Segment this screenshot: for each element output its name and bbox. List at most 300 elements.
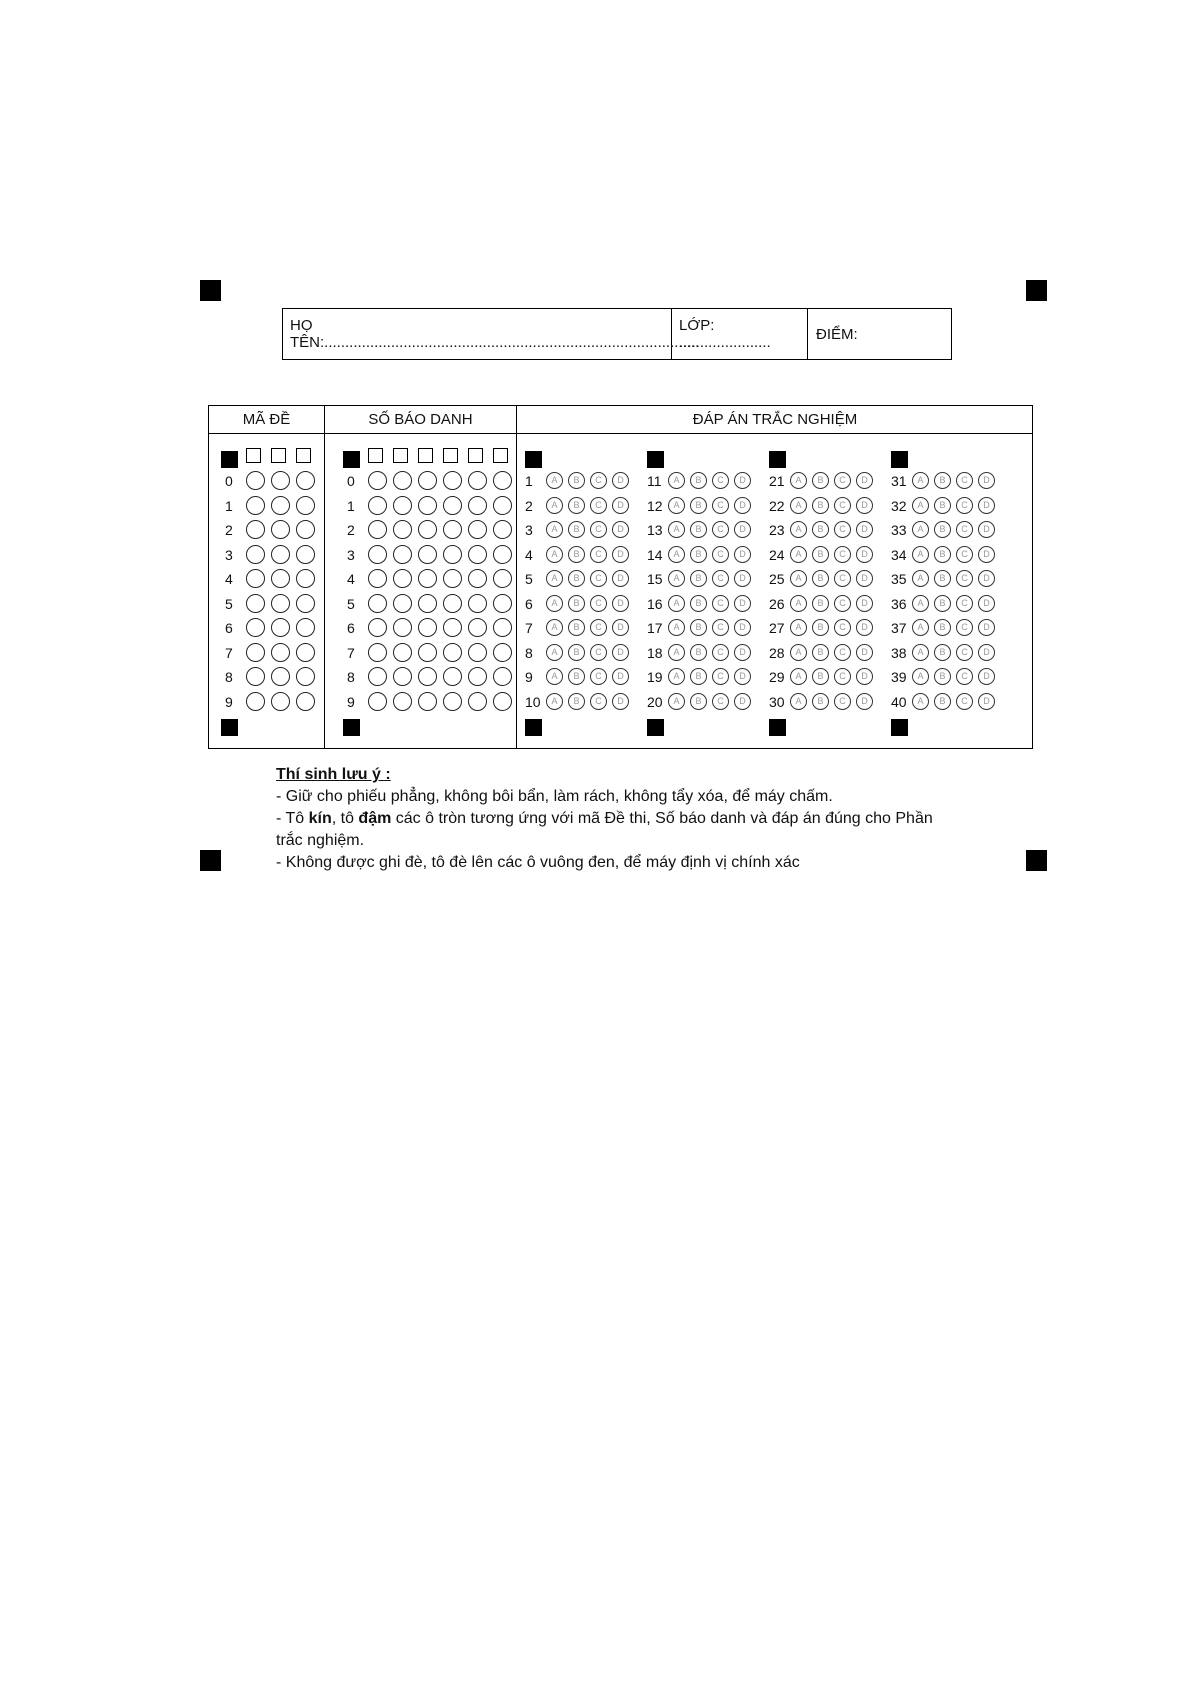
sbd-bubble[interactable]	[468, 618, 487, 637]
answer-bubble-a[interactable]: A	[912, 595, 929, 612]
ma-de-bubble[interactable]	[271, 667, 290, 686]
corner-marker-top-right	[1026, 280, 1047, 301]
answer-bubble-c[interactable]: C	[712, 472, 729, 489]
answer-bubble-a[interactable]: A	[790, 644, 807, 661]
answer-bubble-a[interactable]: A	[912, 570, 929, 587]
question-number: 20	[647, 693, 663, 710]
sbd-bubble[interactable]	[493, 667, 512, 686]
answer-bubble-b[interactable]: B	[690, 472, 707, 489]
sbd-bubble[interactable]	[393, 545, 412, 564]
answer-bubble-b[interactable]: B	[690, 497, 707, 514]
answer-bubble-c[interactable]: C	[956, 668, 973, 685]
answer-bubble-b[interactable]: B	[934, 595, 951, 612]
answer-bubble-a[interactable]: A	[912, 668, 929, 685]
sbd-bubble[interactable]	[468, 594, 487, 613]
ma-de-bubble[interactable]	[246, 692, 265, 711]
answer-bubble-a[interactable]: A	[546, 497, 563, 514]
sbd-bubble[interactable]	[368, 692, 387, 711]
question-number: 7	[525, 620, 533, 636]
sbd-digit-label: 4	[347, 571, 355, 587]
answer-bubble-c[interactable]: C	[834, 521, 851, 538]
answer-bubble-c[interactable]: C	[834, 472, 851, 489]
answer-bubble-a[interactable]: A	[790, 521, 807, 538]
answer-bubble-a[interactable]: A	[546, 668, 563, 685]
sbd-bubble[interactable]	[468, 643, 487, 662]
question-number: 39	[891, 669, 907, 685]
answer-bubble-b[interactable]: B	[934, 546, 951, 563]
sbd-bubble[interactable]	[418, 471, 437, 490]
ma-de-bubble[interactable]	[271, 594, 290, 613]
answer-bubble-b[interactable]: B	[690, 619, 707, 636]
sbd-bubble[interactable]	[418, 643, 437, 662]
student-info-box	[282, 308, 952, 360]
sbd-write-box[interactable]	[468, 448, 483, 463]
answer-bubble-a[interactable]: A	[790, 668, 807, 685]
answer-bubble-a[interactable]: A	[546, 570, 563, 587]
sbd-digit-label: 7	[347, 644, 355, 661]
sbd-bubble[interactable]	[418, 545, 437, 564]
answer-bubble-d[interactable]: D	[734, 570, 751, 587]
answer-bubble-a[interactable]: A	[790, 595, 807, 612]
sbd-write-box[interactable]	[443, 448, 458, 463]
sbd-bubble[interactable]	[468, 496, 487, 515]
sbd-write-box[interactable]	[393, 448, 408, 463]
answer-bubble-d[interactable]: D	[612, 521, 629, 538]
ma-de-bubble[interactable]	[296, 520, 315, 539]
answer-bubble-d[interactable]: D	[612, 693, 629, 710]
answer-bubble-b[interactable]: B	[934, 497, 951, 514]
sbd-digit-label: 1	[347, 497, 355, 514]
answer-bubble-a[interactable]: A	[912, 472, 929, 489]
answer-bubble-d[interactable]: D	[612, 497, 629, 514]
question-number: 18	[647, 644, 663, 661]
question-number: 22	[769, 497, 785, 514]
sbd-write-box[interactable]	[418, 448, 433, 463]
answer-bubble-a[interactable]: A	[668, 497, 685, 514]
sbd-bubble[interactable]	[393, 618, 412, 637]
answer-bubble-a[interactable]: A	[668, 595, 685, 612]
ma-de-bubble[interactable]	[271, 471, 290, 490]
answer-bubble-d[interactable]: D	[856, 619, 873, 636]
answer-bubble-b[interactable]: B	[690, 693, 707, 710]
answer-bubble-d[interactable]: D	[978, 668, 995, 685]
answer-bubble-a[interactable]: A	[790, 472, 807, 489]
answer-bubble-a[interactable]: A	[546, 595, 563, 612]
ma-de-write-box[interactable]	[246, 448, 261, 463]
answer-bubble-b[interactable]: B	[934, 521, 951, 538]
ma-de-digit-label: 2	[225, 522, 233, 538]
answer-bubble-b[interactable]: B	[934, 570, 951, 587]
answer-bubble-d[interactable]: D	[612, 570, 629, 587]
sbd-bubble[interactable]	[443, 471, 462, 490]
answer-bubble-b[interactable]: B	[568, 693, 585, 710]
ma-de-bubble[interactable]	[296, 692, 315, 711]
answer-bubble-c[interactable]: C	[956, 595, 973, 612]
answer-bubble-b[interactable]: B	[934, 619, 951, 636]
answer-bubble-c[interactable]: C	[590, 472, 607, 489]
answer-bubble-d[interactable]: D	[856, 595, 873, 612]
ma-de-write-box[interactable]	[296, 448, 311, 463]
question-number: 40	[891, 693, 907, 710]
answer-bubble-a[interactable]: A	[668, 521, 685, 538]
answer-bubble-b[interactable]: B	[934, 644, 951, 661]
answer-bubble-c[interactable]: C	[712, 570, 729, 587]
answer-bubble-a[interactable]: A	[668, 693, 685, 710]
ma-de-bubble[interactable]	[246, 471, 265, 490]
answer-bubble-d[interactable]: D	[612, 472, 629, 489]
answer-bubble-b[interactable]: B	[812, 668, 829, 685]
sbd-bubble[interactable]	[393, 692, 412, 711]
answer-bubble-d[interactable]: D	[734, 619, 751, 636]
answer-bubble-c[interactable]: C	[834, 595, 851, 612]
ma-de-bubble[interactable]	[271, 692, 290, 711]
answer-bubble-d[interactable]: D	[734, 472, 751, 489]
answer-bubble-c[interactable]: C	[590, 521, 607, 538]
question-number: 4	[525, 546, 533, 563]
sbd-digit-label: 8	[347, 669, 355, 685]
ma-de-bubble[interactable]	[246, 520, 265, 539]
answer-bubble-d[interactable]: D	[734, 595, 751, 612]
answer-bubble-c[interactable]: C	[712, 595, 729, 612]
answer-bubble-b[interactable]: B	[690, 521, 707, 538]
sbd-bubble[interactable]	[418, 667, 437, 686]
sbd-bubble[interactable]	[368, 520, 387, 539]
name-field[interactable]	[283, 309, 700, 359]
answer-bubble-c[interactable]: C	[956, 644, 973, 661]
answer-bubble-b[interactable]: B	[568, 546, 585, 563]
answer-bubble-c[interactable]: C	[834, 619, 851, 636]
answer-bubble-d[interactable]: D	[612, 546, 629, 563]
answer-bubble-a[interactable]: A	[790, 693, 807, 710]
ma-de-bubble[interactable]	[246, 496, 265, 515]
ma-de-bubble[interactable]	[296, 569, 315, 588]
answer-bubble-a[interactable]: A	[546, 619, 563, 636]
ma-de-bubble[interactable]	[246, 618, 265, 637]
sbd-bubble[interactable]	[493, 594, 512, 613]
ma-de-bubble[interactable]	[271, 520, 290, 539]
question-number: 1	[525, 473, 533, 489]
answer-bubble-b[interactable]: B	[690, 668, 707, 685]
answer-bubble-c[interactable]: C	[834, 668, 851, 685]
answer-bubble-c[interactable]: C	[590, 693, 607, 710]
answer-bubble-c[interactable]: C	[834, 546, 851, 563]
note-line-2	[276, 808, 936, 852]
answer-bubble-a[interactable]: A	[668, 619, 685, 636]
answer-bubble-c[interactable]: C	[956, 619, 973, 636]
sbd-bubble[interactable]	[418, 692, 437, 711]
ma-de-bubble[interactable]	[296, 667, 315, 686]
sbd-bubble[interactable]	[443, 569, 462, 588]
sbd-write-box[interactable]	[493, 448, 508, 463]
answer-bubble-a[interactable]: A	[546, 546, 563, 563]
answer-bubble-d[interactable]: D	[734, 521, 751, 538]
sbd-bubble[interactable]	[468, 545, 487, 564]
score-label: ĐIỂM:	[816, 325, 858, 343]
answer-bubble-a[interactable]: A	[790, 546, 807, 563]
answer-bubble-c[interactable]: C	[590, 668, 607, 685]
answer-bubble-b[interactable]: B	[934, 668, 951, 685]
answer-bubble-b[interactable]: B	[934, 472, 951, 489]
answer-bubble-d[interactable]: D	[612, 619, 629, 636]
answer-bubble-b[interactable]: B	[568, 595, 585, 612]
answer-bubble-d[interactable]: D	[856, 668, 873, 685]
answer-bubble-c[interactable]: C	[956, 546, 973, 563]
answer-bubble-c[interactable]: C	[956, 693, 973, 710]
answer-bubble-a[interactable]: A	[668, 668, 685, 685]
answer-bubble-c[interactable]: C	[834, 693, 851, 710]
sbd-bubble[interactable]	[493, 692, 512, 711]
sbd-bubble[interactable]	[368, 594, 387, 613]
answer-bubble-b[interactable]: B	[568, 668, 585, 685]
answer-bubble-a[interactable]: A	[912, 619, 929, 636]
sbd-bubble[interactable]	[443, 496, 462, 515]
question-number: 36	[891, 595, 907, 612]
answer-bubble-b[interactable]: B	[812, 693, 829, 710]
answer-bubble-d[interactable]: D	[856, 693, 873, 710]
answer-bubble-c[interactable]: C	[712, 521, 729, 538]
sbd-bubble[interactable]	[418, 496, 437, 515]
sbd-bubble[interactable]	[368, 667, 387, 686]
sbd-bubble[interactable]	[468, 667, 487, 686]
answer-bubble-a[interactable]: A	[668, 644, 685, 661]
answer-bubble-d[interactable]: D	[856, 546, 873, 563]
answer-bubble-b[interactable]: B	[812, 619, 829, 636]
answer-bubble-d[interactable]: D	[978, 619, 995, 636]
answer-bubble-b[interactable]: B	[568, 521, 585, 538]
answer-bubble-b[interactable]: B	[812, 595, 829, 612]
sbd-bubble[interactable]	[368, 545, 387, 564]
answer-bubble-b[interactable]: B	[568, 570, 585, 587]
sbd-bubble[interactable]	[468, 569, 487, 588]
answer-bubble-c[interactable]: C	[590, 644, 607, 661]
answer-bubble-a[interactable]: A	[912, 693, 929, 710]
sbd-bubble[interactable]	[368, 496, 387, 515]
ma-de-bubble[interactable]	[246, 545, 265, 564]
sbd-bubble[interactable]	[393, 594, 412, 613]
answer-bubble-b[interactable]: B	[568, 472, 585, 489]
answer-bubble-a[interactable]: A	[546, 521, 563, 538]
ma-de-digit-label: 7	[225, 644, 233, 661]
ma-de-write-box[interactable]	[271, 448, 286, 463]
answer-bubble-d[interactable]: D	[978, 521, 995, 538]
question-number: 21	[769, 473, 785, 489]
answer-bubble-b[interactable]: B	[812, 546, 829, 563]
answer-bubble-d[interactable]: D	[734, 668, 751, 685]
answer-bubble-c[interactable]: C	[712, 546, 729, 563]
ma-de-bubble[interactable]	[296, 594, 315, 613]
answer-sheet-grid	[208, 405, 1033, 749]
ma-de-bubble[interactable]	[296, 545, 315, 564]
sbd-bubble[interactable]	[493, 643, 512, 662]
answer-bubble-c[interactable]: C	[590, 619, 607, 636]
question-number: 38	[891, 644, 907, 661]
answer-bubble-d[interactable]: D	[856, 497, 873, 514]
sbd-bubble[interactable]	[468, 520, 487, 539]
sbd-bubble[interactable]	[493, 618, 512, 637]
sbd-bubble[interactable]	[368, 569, 387, 588]
sbd-bubble[interactable]	[393, 520, 412, 539]
ma-de-bubble[interactable]	[296, 471, 315, 490]
answer-bubble-c[interactable]: C	[712, 668, 729, 685]
answer-bubble-c[interactable]: C	[956, 521, 973, 538]
sbd-bubble[interactable]	[443, 520, 462, 539]
answer-bubble-b[interactable]: B	[690, 644, 707, 661]
note-text: các ô tròn tương ứng với mã Đề thi, Số báo danh và đáp án đúng cho Phần trắc nghiệm.	[276, 810, 933, 849]
sbd-bubble[interactable]	[393, 667, 412, 686]
answer-bubble-d[interactable]: D	[734, 497, 751, 514]
ma-de-bubble[interactable]	[271, 496, 290, 515]
answer-bubble-b[interactable]: B	[568, 644, 585, 661]
sbd-bubble[interactable]	[493, 520, 512, 539]
answer-bubble-d[interactable]: D	[856, 521, 873, 538]
sbd-bubble[interactable]	[468, 471, 487, 490]
sbd-bubble[interactable]	[393, 471, 412, 490]
answer-bubble-a[interactable]: A	[668, 570, 685, 587]
corner-marker-top-left	[200, 280, 221, 301]
ma-de-bubble[interactable]	[271, 545, 290, 564]
sbd-bubble[interactable]	[493, 569, 512, 588]
answer-bubble-c[interactable]: C	[590, 546, 607, 563]
ma-de-bubble[interactable]	[296, 496, 315, 515]
sbd-bubble[interactable]	[393, 496, 412, 515]
answer-bubble-d[interactable]: D	[612, 668, 629, 685]
answer-bubble-a[interactable]: A	[790, 497, 807, 514]
answer-bubble-d[interactable]: D	[856, 570, 873, 587]
sbd-bubble[interactable]	[393, 569, 412, 588]
alignment-square	[891, 451, 908, 468]
answer-bubble-b[interactable]: B	[812, 472, 829, 489]
answer-bubble-a[interactable]: A	[912, 497, 929, 514]
sbd-bubble[interactable]	[443, 545, 462, 564]
ma-de-bubble[interactable]	[271, 618, 290, 637]
answer-bubble-a[interactable]: A	[912, 521, 929, 538]
answer-bubble-d[interactable]: D	[978, 595, 995, 612]
sbd-digit-label: 2	[347, 522, 355, 538]
answer-bubble-d[interactable]: D	[612, 644, 629, 661]
answer-bubble-a[interactable]: A	[668, 472, 685, 489]
ma-de-bubble[interactable]	[246, 569, 265, 588]
ma-de-digit-label: 4	[225, 571, 233, 587]
answer-bubble-c[interactable]: C	[956, 472, 973, 489]
sbd-bubble[interactable]	[443, 667, 462, 686]
answer-bubble-d[interactable]: D	[978, 693, 995, 710]
answer-bubble-b[interactable]: B	[690, 595, 707, 612]
answer-bubble-c[interactable]: C	[834, 644, 851, 661]
sbd-write-box[interactable]	[368, 448, 383, 463]
answer-bubble-a[interactable]: A	[668, 546, 685, 563]
sbd-bubble[interactable]	[418, 618, 437, 637]
answer-bubble-c[interactable]: C	[590, 595, 607, 612]
ma-de-bubble[interactable]	[296, 643, 315, 662]
question-number: 17	[647, 620, 663, 636]
answer-bubble-a[interactable]: A	[546, 472, 563, 489]
ma-de-bubble[interactable]	[271, 569, 290, 588]
class-field[interactable]	[672, 309, 808, 359]
score-field[interactable]	[808, 309, 951, 359]
answer-bubble-c[interactable]: C	[712, 619, 729, 636]
answer-bubble-d[interactable]: D	[978, 570, 995, 587]
question-number: 15	[647, 571, 663, 587]
note-text: - Tô	[276, 810, 309, 827]
ma-de-bubble[interactable]	[246, 594, 265, 613]
sbd-bubble[interactable]	[443, 643, 462, 662]
sbd-bubble[interactable]	[443, 692, 462, 711]
answer-bubble-d[interactable]: D	[734, 693, 751, 710]
sbd-bubble[interactable]	[493, 545, 512, 564]
answer-bubble-b[interactable]: B	[568, 497, 585, 514]
sbd-bubble[interactable]	[468, 692, 487, 711]
answer-bubble-c[interactable]: C	[834, 497, 851, 514]
answer-bubble-a[interactable]: A	[912, 644, 929, 661]
ma-de-digit-label: 6	[225, 620, 233, 636]
ma-de-bubble[interactable]	[246, 643, 265, 662]
answer-bubble-b[interactable]: B	[568, 619, 585, 636]
answer-bubble-d[interactable]: D	[856, 644, 873, 661]
answer-bubble-b[interactable]: B	[812, 497, 829, 514]
answer-bubble-b[interactable]: B	[812, 644, 829, 661]
answer-bubble-b[interactable]: B	[934, 693, 951, 710]
ma-de-digit-label: 1	[225, 497, 233, 514]
answer-bubble-c[interactable]: C	[712, 497, 729, 514]
answer-bubble-b[interactable]: B	[690, 570, 707, 587]
answer-bubble-d[interactable]: D	[978, 644, 995, 661]
answer-bubble-b[interactable]: B	[690, 546, 707, 563]
sbd-bubble[interactable]	[443, 618, 462, 637]
sbd-bubble[interactable]	[393, 643, 412, 662]
ma-de-bubble[interactable]	[271, 643, 290, 662]
question-number: 19	[647, 669, 663, 685]
answer-bubble-c[interactable]: C	[712, 693, 729, 710]
sbd-bubble[interactable]	[443, 594, 462, 613]
answer-bubble-c[interactable]: C	[956, 570, 973, 587]
answer-bubble-a[interactable]: A	[546, 693, 563, 710]
answer-bubble-a[interactable]: A	[546, 644, 563, 661]
sbd-bubble[interactable]	[493, 496, 512, 515]
answer-bubble-d[interactable]: D	[978, 497, 995, 514]
answer-bubble-a[interactable]: A	[790, 570, 807, 587]
answer-bubble-a[interactable]: A	[790, 619, 807, 636]
answer-bubble-d[interactable]: D	[612, 595, 629, 612]
ma-de-bubble[interactable]	[296, 618, 315, 637]
sbd-bubble[interactable]	[418, 594, 437, 613]
answer-bubble-c[interactable]: C	[834, 570, 851, 587]
answer-bubble-c[interactable]: C	[712, 644, 729, 661]
answer-bubble-b[interactable]: B	[812, 521, 829, 538]
answer-bubble-d[interactable]: D	[978, 472, 995, 489]
answer-bubble-a[interactable]: A	[912, 546, 929, 563]
note-bold-text: đậm	[358, 810, 392, 827]
answer-bubble-d[interactable]: D	[734, 644, 751, 661]
question-number: 9	[525, 669, 533, 685]
ma-de-bubble[interactable]	[246, 667, 265, 686]
sbd-bubble[interactable]	[418, 520, 437, 539]
answer-bubble-d[interactable]: D	[734, 546, 751, 563]
answer-bubble-d[interactable]: D	[856, 472, 873, 489]
sbd-bubble[interactable]	[368, 471, 387, 490]
answer-bubble-c[interactable]: C	[956, 497, 973, 514]
answer-bubble-c[interactable]: C	[590, 497, 607, 514]
answer-bubble-d[interactable]: D	[978, 546, 995, 563]
answer-bubble-b[interactable]: B	[812, 570, 829, 587]
sbd-bubble[interactable]	[368, 618, 387, 637]
sbd-bubble[interactable]	[493, 471, 512, 490]
sbd-bubble[interactable]	[368, 643, 387, 662]
question-number: 2	[525, 497, 533, 514]
question-number: 31	[891, 473, 907, 489]
answer-bubble-c[interactable]: C	[590, 570, 607, 587]
alignment-square	[343, 719, 360, 736]
sbd-bubble[interactable]	[418, 569, 437, 588]
